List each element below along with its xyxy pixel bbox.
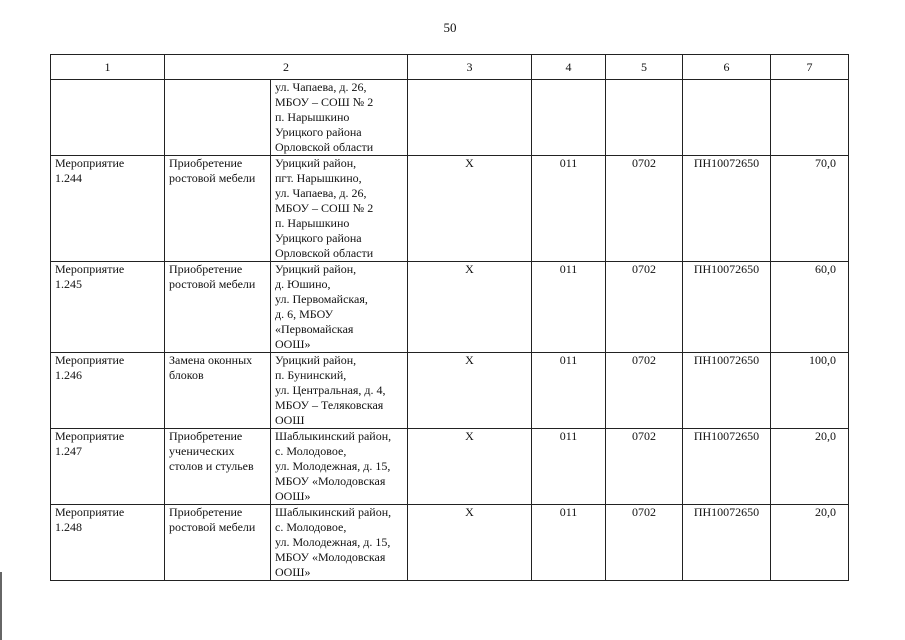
code-cell (532, 80, 606, 156)
event-name-cell-line: 1.247 (55, 444, 82, 458)
address-cell-line: ул. Чапаева, д. 26, (275, 80, 367, 94)
address-cell-line: МБОУ – СОШ № 2 (275, 201, 374, 215)
event-description-cell-line: Приобретение (169, 505, 243, 519)
section-cell: 0702 (606, 429, 683, 505)
mark-cell: Х (408, 262, 532, 353)
event-description-cell-line: ростовой мебели (169, 171, 256, 185)
code-cell: 011 (532, 262, 606, 353)
event-description-cell-line: Приобретение (169, 429, 243, 443)
event-description-cell (165, 353, 271, 429)
code-cell: 011 (532, 353, 606, 429)
event-description-cell (165, 80, 271, 156)
mark-cell: Х (408, 156, 532, 262)
address-cell-line: Урицкий район, (275, 156, 357, 170)
target-article-cell: ПН10072650 (683, 156, 771, 262)
event-name-cell-line: Мероприятие (55, 262, 125, 276)
code-cell: 011 (532, 505, 606, 581)
address-cell-line: Шаблыкинский район, (275, 429, 392, 443)
target-article-cell (683, 80, 771, 156)
address-cell-line: ООШ» (275, 337, 311, 351)
address-cell (271, 156, 408, 262)
page-number: 50 (443, 20, 457, 35)
amount-cell: 20,0 (771, 429, 849, 505)
address-cell-line: п. Бунинский, (275, 368, 347, 382)
event-description-cell (165, 262, 271, 353)
address-cell (271, 353, 408, 429)
amount-cell: 100,0 (771, 353, 849, 429)
address-cell-line: п. Нарышкино (275, 110, 350, 124)
amount-cell: 20,0 (771, 505, 849, 581)
address-cell-line: пгт. Нарышкино, (275, 171, 362, 185)
event-name-cell-line: 1.244 (55, 171, 82, 185)
address-cell-line: «Первомайская (275, 322, 354, 336)
header-row (51, 55, 849, 80)
address-cell-line: МБОУ – Теляковская (275, 398, 384, 412)
section-cell: 0702 (606, 156, 683, 262)
address-cell-line: с. Молодовое, (275, 444, 347, 458)
scan-edge-mark (0, 572, 2, 640)
event-description-cell-line: Приобретение (169, 262, 243, 276)
address-cell (271, 505, 408, 581)
event-description-cell-line: ростовой мебели (169, 520, 256, 534)
address-cell-line: Урицкий район, (275, 353, 357, 367)
address-cell-line: МБОУ – СОШ № 2 (275, 95, 374, 109)
address-cell-line: Урицкого района (275, 231, 362, 245)
header-col-5: 5 (606, 55, 683, 80)
address-cell-line: ООШ» (275, 489, 311, 503)
table-row (51, 505, 849, 581)
budget-table (50, 54, 849, 581)
target-article-cell: ПН10072650 (683, 505, 771, 581)
address-cell-line: Урицкого района (275, 125, 362, 139)
address-cell-line: МБОУ «Молодовская (275, 474, 386, 488)
address-cell-line: ул. Центральная, д. 4, (275, 383, 386, 397)
amount-cell: 70,0 (771, 156, 849, 262)
event-name-cell-line: 1.246 (55, 368, 82, 382)
event-name-cell (51, 156, 165, 262)
event-name-cell (51, 353, 165, 429)
address-cell-line: д. Юшино, (275, 277, 331, 291)
event-description-cell-line: блоков (169, 368, 204, 382)
address-cell-line: ООШ» (275, 565, 311, 579)
target-article-cell: ПН10072650 (683, 429, 771, 505)
event-description-cell-line: ученических (169, 444, 235, 458)
event-description-cell (165, 505, 271, 581)
event-name-cell (51, 262, 165, 353)
table-row (51, 353, 849, 429)
section-cell (606, 80, 683, 156)
address-cell-line: Шаблыкинский район, (275, 505, 392, 519)
event-description-cell (165, 156, 271, 262)
address-cell-line: ул. Молодежная, д. 15, (275, 459, 391, 473)
address-cell-line: МБОУ «Молодовская (275, 550, 386, 564)
table-header (51, 55, 849, 80)
address-cell-line: Орловской области (275, 246, 374, 260)
amount-cell: 60,0 (771, 262, 849, 353)
code-cell: 011 (532, 156, 606, 262)
address-cell (271, 262, 408, 353)
address-cell (271, 80, 408, 156)
event-name-cell-line: Мероприятие (55, 429, 125, 443)
code-cell: 011 (532, 429, 606, 505)
table-row (51, 429, 849, 505)
address-cell-line: ул. Чапаева, д. 26, (275, 186, 367, 200)
target-article-cell: ПН10072650 (683, 262, 771, 353)
mark-cell: Х (408, 353, 532, 429)
event-name-cell-line: Мероприятие (55, 156, 125, 170)
table-body (51, 80, 849, 581)
table-row (51, 262, 849, 353)
mark-cell (408, 80, 532, 156)
event-name-cell (51, 429, 165, 505)
target-article-cell: ПН10072650 (683, 353, 771, 429)
event-description-cell-line: Замена оконных (169, 353, 253, 367)
event-name-cell (51, 80, 165, 156)
address-cell-line: п. Нарышкино (275, 216, 350, 230)
event-description-cell-line: Приобретение (169, 156, 243, 170)
event-name-cell-line: Мероприятие (55, 505, 125, 519)
event-name-cell-line: Мероприятие (55, 353, 125, 367)
table-row (51, 80, 849, 156)
table-row (51, 156, 849, 262)
address-cell-line: с. Молодовое, (275, 520, 347, 534)
amount-cell (771, 80, 849, 156)
event-description-cell (165, 429, 271, 505)
address-cell-line: Орловской области (275, 140, 374, 154)
section-cell: 0702 (606, 262, 683, 353)
address-cell-line: д. 6, МБОУ (275, 307, 334, 321)
event-name-cell-line: 1.248 (55, 520, 82, 534)
event-description-cell-line: ростовой мебели (169, 277, 256, 291)
header-col-2: 2 (165, 55, 408, 80)
event-name-cell (51, 505, 165, 581)
event-description-cell-line: столов и стульев (169, 459, 254, 473)
header-col-7: 7 (771, 55, 849, 80)
event-name-cell-line: 1.245 (55, 277, 82, 291)
address-cell-line: ул. Молодежная, д. 15, (275, 535, 391, 549)
header-col-6: 6 (683, 55, 771, 80)
mark-cell: Х (408, 505, 532, 581)
section-cell: 0702 (606, 505, 683, 581)
address-cell (271, 429, 408, 505)
address-cell-line: Урицкий район, (275, 262, 357, 276)
header-col-3: 3 (408, 55, 532, 80)
mark-cell: Х (408, 429, 532, 505)
address-cell-line: ООШ (275, 413, 305, 427)
section-cell: 0702 (606, 353, 683, 429)
address-cell-line: ул. Первомайская, (275, 292, 368, 306)
header-col-4: 4 (532, 55, 606, 80)
header-col-1: 1 (51, 55, 165, 80)
